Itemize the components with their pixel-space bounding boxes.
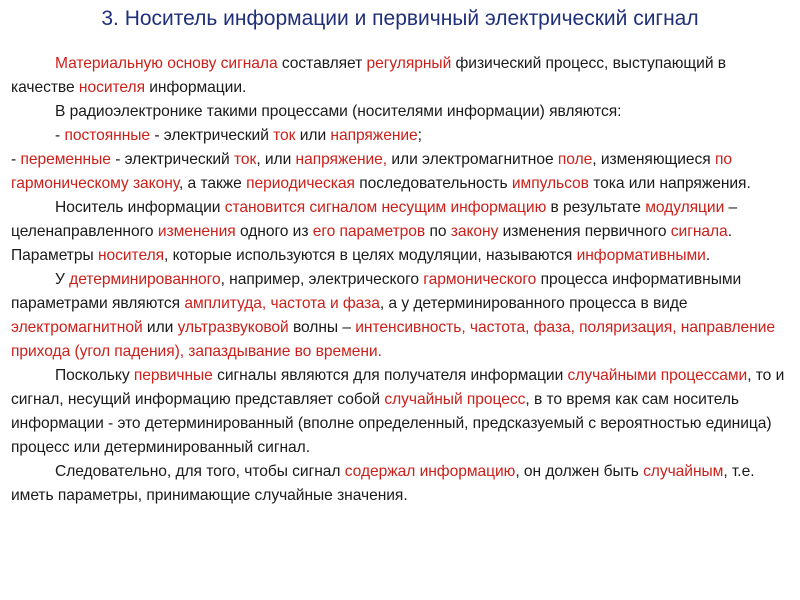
highlighted-text: носителя [78,79,145,96]
text-run: Носитель информации [55,199,225,216]
text-run: , т.е. иметь параметры, принимающие случайные значения. [11,463,755,504]
paragraph [11,148,791,196]
highlighted-text: электромагнитной [11,319,143,336]
highlighted-text: периодическая [246,175,355,192]
highlighted-text: случайный процесс [384,391,526,408]
highlighted-text: напряжение [330,127,418,144]
highlighted-text: амплитуда, частота и фаза [184,295,380,312]
text-run: В радиоэлектронике такими процессами (носителями информации) являются: [55,103,622,120]
text-run: волны – [288,319,356,336]
text-run: - [55,127,65,144]
paragraph [11,196,791,268]
highlighted-text: поле [557,151,593,168]
text-run: или [142,319,178,336]
highlighted-text: информативными [576,247,706,264]
text-run: - электрический [110,151,234,168]
paragraph [11,460,791,508]
highlighted-text: сигнала [670,223,728,240]
highlighted-text: ультразвуковой [177,319,289,336]
highlighted-text: ток [234,151,257,168]
text-run: , например, электрического [220,271,424,288]
highlighted-text: по гармоническому закону [11,151,732,192]
text-run: составляет [277,55,367,72]
highlighted-text: случайными процессами [567,367,748,384]
text-run: , а также [178,175,247,192]
highlighted-text: носителя [97,247,165,264]
highlighted-text: постоянные [64,127,151,144]
text-run: , в то время как сам носитель информации - это детерминированный (вполне определенный, предсказуемый с вероятностью единица) процесс или детерминированный сигнал. [11,391,772,456]
text-run: , изменяющиеся [592,151,715,168]
text-run: Следовательно, для того, чтобы сигнал [55,463,345,480]
text-run: У [55,271,70,288]
paragraph [11,268,791,364]
text-run: - электрический [150,127,274,144]
paragraph [11,124,791,148]
highlighted-text: изменения [157,223,236,240]
text-run: . [705,247,711,264]
highlighted-text: становится сигналом несущим информацию [224,199,547,216]
highlighted-text: импульсов [511,175,589,192]
text-run: в результате [546,199,646,216]
text-run: , а у детерминированного процесса в виде [379,295,688,312]
highlighted-text: регулярный [366,55,452,72]
text-run: . Параметры [11,223,732,264]
highlighted-text: детерминированного [69,271,221,288]
highlighted-text: закону [450,223,499,240]
text-run: процесса информативными параметрами являются [11,271,742,312]
slide-title: 3. Носитель информации и первичный электрический сигнал [101,7,699,30]
text-run: , или [256,151,296,168]
highlighted-text: ток [273,127,296,144]
highlighted-text: первичные [133,367,213,384]
text-run: последовательность [354,175,512,192]
slide-body [11,52,791,508]
highlighted-text: гармонического [423,271,537,288]
highlighted-text: случайным [643,463,724,480]
text-run: , которые используются в целях модуляции, называются [164,247,577,264]
text-run: или электромагнитное [387,151,558,168]
highlighted-text: напряжение, [295,151,388,168]
text-run: одного из [235,223,313,240]
text-run: физический процесс, выступающий в качестве [11,55,726,96]
paragraph [11,364,791,460]
text-run: по [425,223,451,240]
text-run: ; [417,127,422,144]
text-run: , то и сигнал, несущий информацию представляет собой [11,367,785,408]
paragraph [11,100,791,124]
highlighted-text: его параметров [312,223,426,240]
text-run: информации. [144,79,247,96]
text-run: – целенаправленного [11,199,738,240]
highlighted-text: содержал информацию [344,463,516,480]
text-run: Поскольку [55,367,134,384]
highlighted-text: модуляции [645,199,725,216]
text-run: тока или напряжения. [588,175,751,192]
highlighted-text: Материальную основу сигнала [55,55,278,72]
highlighted-text: переменные [20,151,111,168]
text-run: изменения первичного [498,223,671,240]
text-run: - [11,151,21,168]
text-run: или [295,127,331,144]
highlighted-text: интенсивность, частота, фаза, поляризация, направление прихода (угол падения), запаздывание во времени. [11,319,775,360]
paragraph [11,52,791,100]
text-run: , он должен быть [515,463,644,480]
text-run: сигналы являются для получателя информации [212,367,568,384]
